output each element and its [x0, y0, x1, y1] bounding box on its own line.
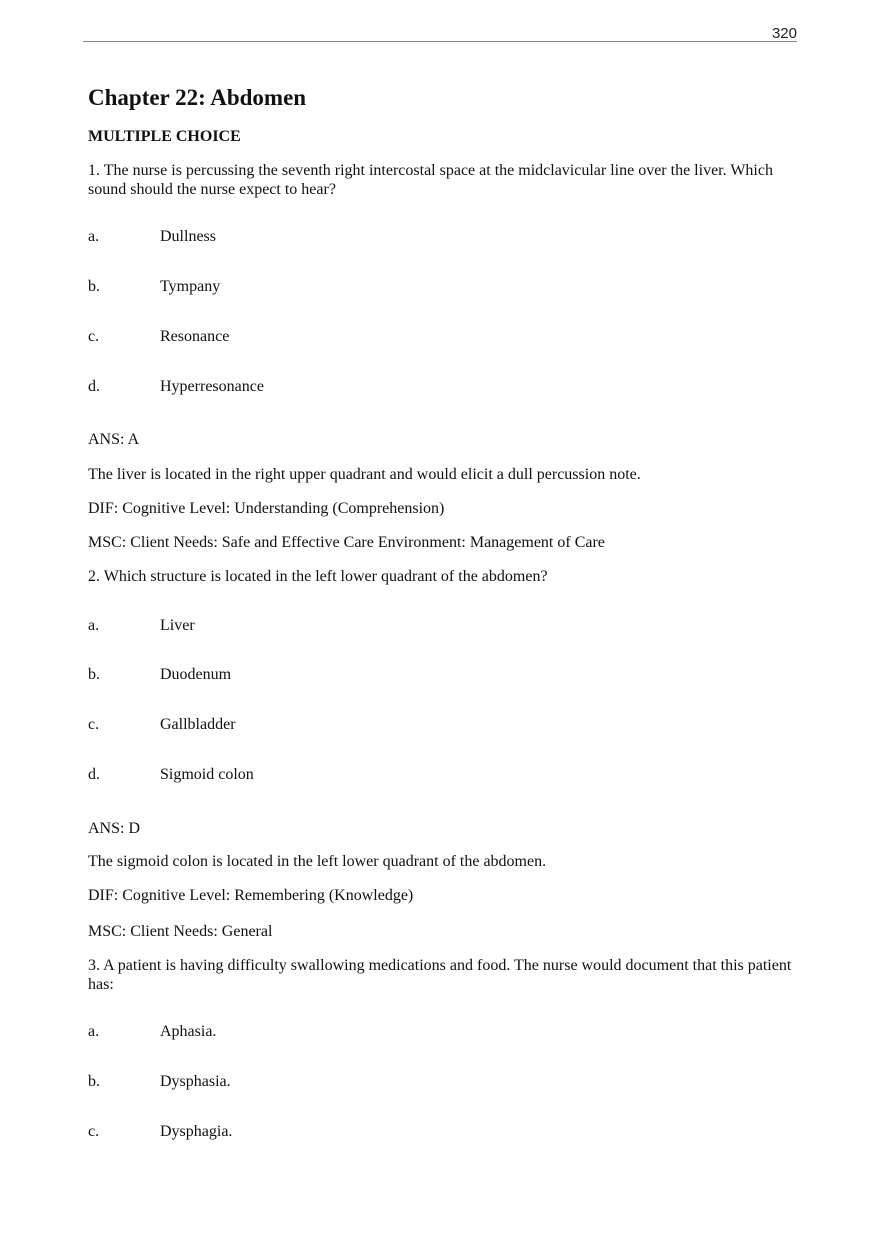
question-1-dif: DIF: Cognitive Level: Understanding (Comprehension) — [88, 500, 445, 517]
question-2-option-c-letter: c. — [88, 716, 100, 733]
question-1-option-c-text: Resonance — [160, 328, 230, 345]
section-heading: MULTIPLE CHOICE — [88, 128, 241, 145]
question-2-answer: ANS: D — [88, 820, 141, 837]
question-1-rationale: The liver is located in the right upper quadrant and would elicit a dull percussion note. — [88, 466, 641, 483]
question-1-option-d-text: Hyperresonance — [160, 378, 264, 395]
question-2-option-b-text: Duodenum — [160, 666, 232, 683]
question-1-msc: MSC: Client Needs: Safe and Effective Care Environment: Management of Care — [88, 534, 605, 551]
question-1-option-a-letter: a. — [88, 228, 100, 245]
question-2-option-c-text: Gallbladder — [160, 716, 236, 733]
question-2-option-d-text: Sigmoid colon — [160, 766, 254, 783]
question-2-msc: MSC: Client Needs: General — [88, 923, 273, 940]
chapter-title: Chapter 22: Abdomen — [88, 85, 307, 110]
question-3-option-b-text: Dysphasia. — [160, 1073, 231, 1090]
question-1-option-d-letter: d. — [88, 378, 100, 395]
question-2-option-a-letter: a. — [88, 617, 100, 634]
question-1-text: 1. The nurse is percussing the seventh right intercostal space at the midclavicular line over the liver. Which sound should the nurse expect to hear? — [88, 162, 773, 198]
question-3-option-b-letter: b. — [88, 1073, 100, 1090]
question-1-option-c-letter: c. — [88, 328, 100, 345]
question-1-option-b-text: Tympany — [160, 278, 221, 295]
page-number: 320 — [771, 25, 797, 42]
question-1-option-a-text: Dullness — [160, 228, 216, 245]
header-divider — [83, 41, 797, 42]
question-3-option-c-letter: c. — [88, 1123, 100, 1140]
question-2-option-a-text: Liver — [160, 617, 195, 634]
question-2-rationale: The sigmoid colon is located in the left lower quadrant of the abdomen. — [88, 853, 547, 870]
question-3-text: 3. A patient is having difficulty swallowing medications and food. The nurse would document that this patient has: — [88, 957, 792, 993]
question-3-option-a-letter: a. — [88, 1023, 100, 1040]
question-2-option-d-letter: d. — [88, 766, 100, 783]
question-1-answer: ANS: A — [88, 431, 140, 448]
question-2-option-b-letter: b. — [88, 666, 100, 683]
question-3-option-a-text: Aphasia. — [160, 1023, 217, 1040]
question-2-text: 2. Which structure is located in the left lower quadrant of the abdomen? — [88, 568, 548, 585]
question-1-option-b-letter: b. — [88, 278, 100, 295]
question-2-dif: DIF: Cognitive Level: Remembering (Knowledge) — [88, 887, 414, 904]
question-3-option-c-text: Dysphagia. — [160, 1123, 233, 1140]
